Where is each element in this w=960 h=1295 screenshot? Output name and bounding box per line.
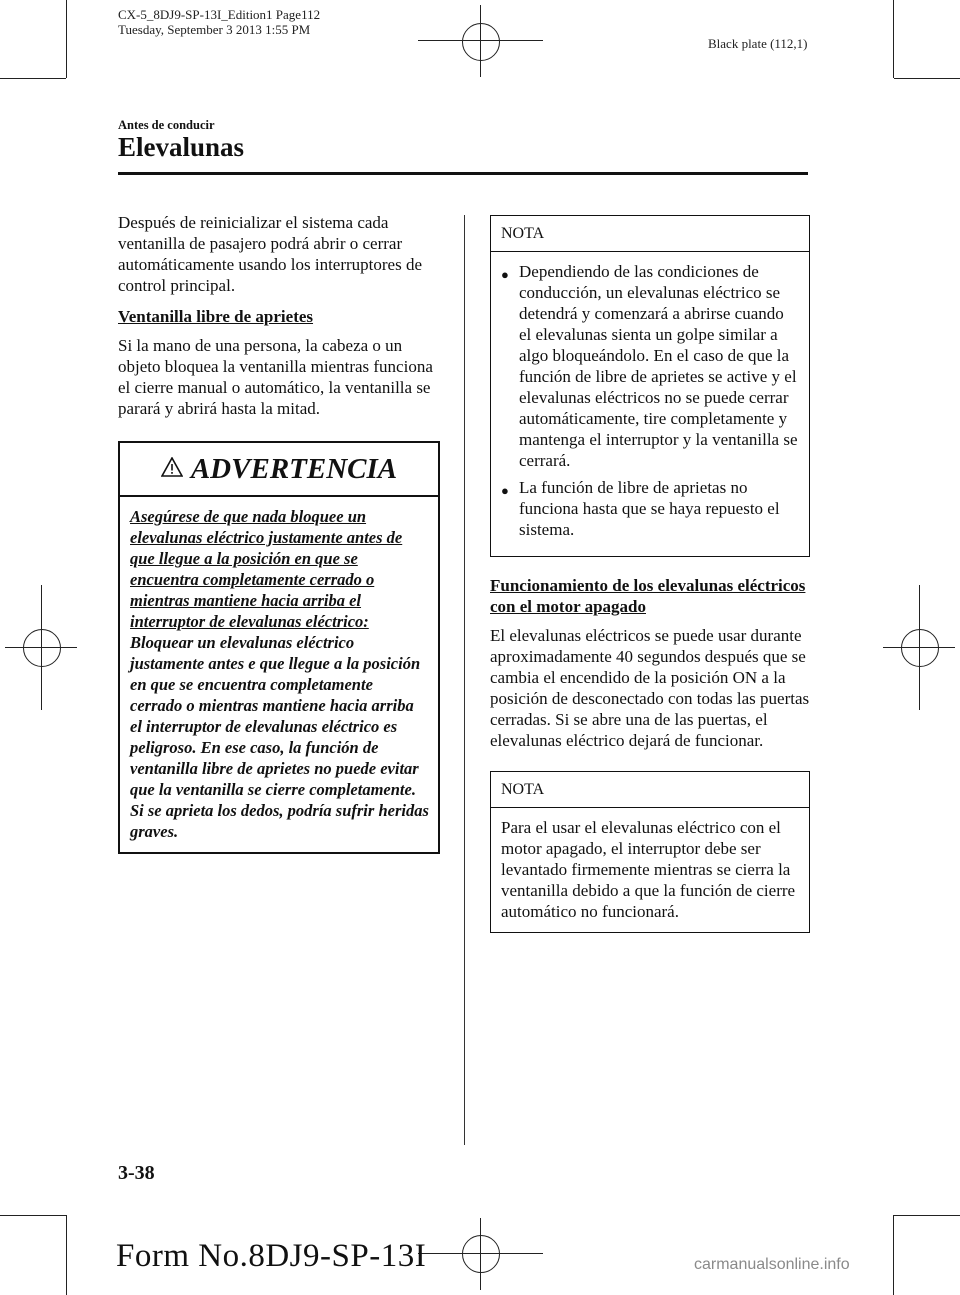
crop-mark — [66, 1215, 67, 1295]
warning-title: ADVERTENCIA — [190, 452, 398, 485]
left-column — [118, 212, 440, 854]
warning-header — [120, 443, 438, 497]
warning-triangle-icon — [161, 457, 183, 482]
section-label: Antes de conducir — [118, 118, 215, 132]
pinch-free-paragraph: Si la mano de una persona, la cabeza o un objeto bloquea la ventanilla mientras funciona el cierre manual o automático, la ventanilla se parará y abrirá hasta la mitad. — [118, 336, 433, 418]
file-info-line-2: Tuesday, September 3 2013 1:55 PM — [118, 22, 311, 37]
note-heading: NOTA — [491, 216, 809, 252]
warning-body — [120, 497, 438, 852]
plate-label: Black plate (112,1) — [708, 36, 808, 51]
bullet-icon: ● — [501, 267, 509, 282]
page-title: Elevalunas — [118, 132, 245, 162]
crop-mark — [893, 1215, 894, 1295]
form-number: Form No.8DJ9-SP-13I — [116, 1238, 427, 1274]
note-text: Para el usar el elevalunas eléctrico con el motor apagado, el interruptor debe ser levantado firmemente mientras se cierra la ventanilla debido a que la función de cierre automático no funcionará. — [501, 818, 796, 921]
subheading-engine-off: Funcionamiento de los elevalunas eléctricos con el motor apagado — [490, 576, 806, 616]
title-rule — [118, 172, 808, 175]
file-info-line-1: CX-5_8DJ9-SP-13I_Edition1 Page112 — [118, 7, 321, 22]
crop-mark — [0, 78, 66, 79]
right-column — [490, 215, 810, 933]
note-item-text: La función de libre de aprietas no funciona hasta que se haya repuesto el sistema. — [519, 478, 780, 539]
warning-explanation: Bloquear un elevalunas eléctrico justamente antes e que llegue a la posición en que se encuentra completamente cerrado o mientras mantiene hacia arriba el interruptor de elevalunas eléctrico es peligroso. En ese caso, la función de ventanilla libre de aprietes no puede evitar que la ventanilla se cierre completamente. Si se aprieta los dedos, podría sufrir heridas graves. — [130, 633, 429, 841]
file-info — [118, 7, 320, 37]
crop-mark — [0, 1215, 66, 1216]
column-divider — [464, 215, 465, 1145]
intro-paragraph: Después de reinicializar el sistema cada ventanilla de pasajero podrá abrir o cerrar automáticamente usando los interruptores de control principal. — [118, 213, 423, 295]
crop-mark — [894, 78, 960, 79]
crop-mark — [66, 0, 67, 78]
watermark: carmanualsonline.info — [694, 1256, 850, 1273]
crop-mark — [894, 1215, 960, 1216]
subheading-pinch-free: Ventanilla libre de aprietes — [118, 307, 314, 326]
bullet-icon: ● — [501, 483, 509, 498]
warning-box — [118, 441, 440, 854]
note-list-item — [501, 261, 800, 471]
note-heading: NOTA — [491, 772, 809, 808]
crop-mark — [893, 0, 894, 78]
note-box — [490, 771, 810, 933]
note-body — [491, 808, 809, 932]
page-number: 3-38 — [118, 1162, 155, 1184]
warning-instruction: Asegúrese de que nada bloquee un elevalunas eléctrico justamente antes de que llegue a la posición en que se encuentra completamente cerrado o mientras mantiene hacia arriba el interruptor de elevalunas eléctrico: — [130, 507, 403, 631]
note-box — [490, 215, 810, 557]
engine-off-paragraph: El elevalunas eléctricos se puede usar durante aproximadamente 40 segundos después que se cambia el encendido de la posición ON a la posición de desconectado con todas las puertas cerradas. Si se abre una de las puertas, el elevalunas eléctrico dejará de funcionar. — [490, 626, 810, 750]
note-list-item — [501, 477, 800, 540]
note-body — [491, 252, 809, 556]
note-item-text: Dependiendo de las condiciones de conducción, un elevalunas eléctrico se detendrá y comenzará a abrirse cuando el elevalunas sienta un golpe similar a algo bloqueándolo. En el caso de que la función de libre de aprietes se active y el elevalunas eléctricos no se puede cerrar automáticamente, tire completamente y mantenga el interruptor y la ventanilla se cerrará. — [519, 262, 798, 470]
